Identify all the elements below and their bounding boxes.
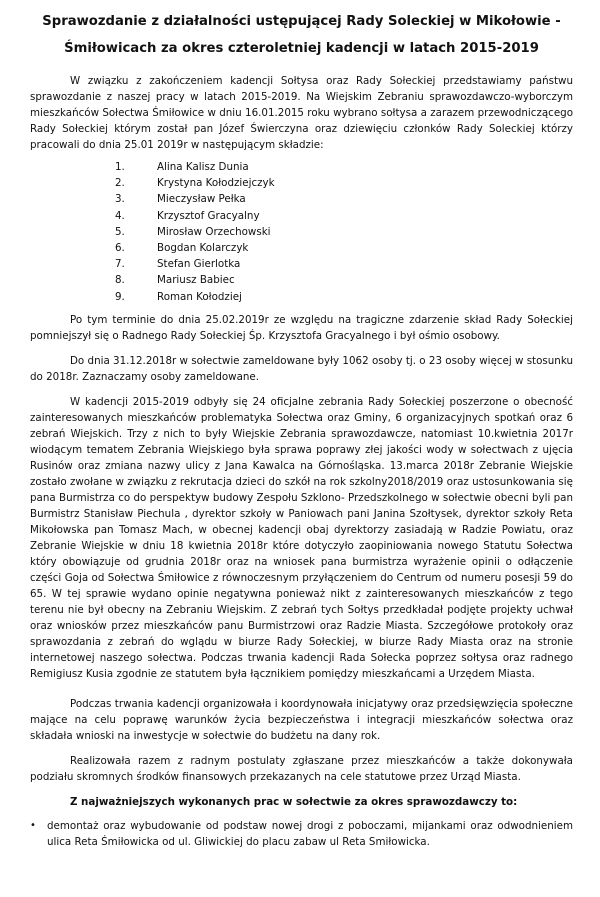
member-number: 2. [115, 177, 125, 190]
title-line-1: Sprawozdanie z działalności ustępującej Rady Soleckiej w Mikołowie - [42, 14, 561, 29]
initiatives-paragraph: Podczas trwania kadencji organizowała i koordynowała inicjatywy oraz przedsięwzięcia społeczne mające na celu poprawę warunków życia bezpieczeństwa i integracji mieszkańców sołectwa oraz składała wnioski na inwestycje w sołectwie do budżetu na dany rok. [30, 697, 573, 742]
member-number: 9. [115, 290, 125, 303]
title-line-2: Śmiłowicach za okres czteroletniej kadencji w latach 2015-2019 [64, 41, 539, 56]
member-number: 4. [115, 209, 125, 222]
member-item [30, 208, 573, 224]
member-item [30, 191, 573, 207]
member-item [30, 272, 573, 288]
works-list [30, 818, 573, 850]
member-number: 3. [115, 193, 125, 206]
member-item [30, 224, 573, 240]
member-item [30, 240, 573, 256]
works-item-text: demontaż oraz wybudowanie od podstaw nowej drogi z poboczami, mijankami oraz odwodnieniem ulica Reta Śmiłowicka od ul. Gliwickiej do placu zabaw ul Reta Smiłowicka. [47, 819, 573, 848]
member-number: 1. [115, 161, 125, 173]
member-name: Krzysztof Gracyalny [157, 209, 260, 222]
member-name: Mirosław Orzechowski [157, 225, 271, 238]
member-item [30, 159, 573, 175]
member-number: 6. [115, 242, 125, 255]
document-page [30, 8, 573, 850]
meetings-paragraph: W kadencji 2015-2019 odbyły się 24 oficjalne zebrania Rady Sołeckiej poszerzone o obecność zainteresowanych mieszkańców problematyka Sołectwa oraz Gminy, 6 organizacyjnych spotkań oraz 6 zebrań Wiejskich. Trzy z nich to były Wiejskie Zebrania sprawozdawcze, natomiast 10.kwietnia 2017r wiodącym tematem Zebrania Wiejskiego była sprawa poprawy złej jakości wody w sołectwach z ujęcia Rusinów oraz zmiana nazwy ulicy z Jana Kawalca na Górnośląska. 13.marca 2018r Zebranie Wiejskie zostało zwołane w związku z rekrutacja dzieci do szkół na rok szkolny2018/2019 oraz ustosunkowania się pana Burmistrza co do perspektyw budowy Zespołu Szklono- Przedszkolnego w sołectwie obecni byli pan Burmistrz Stanisław Piechula , dyrektor szkoły w Paniowach pani Janina Szołtysek, dyrektor szkoły Reta Mikołowska pan Tomasz Mach, w obecnej kadencji obaj dyrektorzy zasiadają w Radzie Powiatu, oraz Zebranie Wiejskie w dniu 18 kwietnia 2018r które dotyczyło zaopiniowania nowego Statutu Sołectwa który obowiązuje od grudnia 2018r oraz na wniosek pana burmistrza wyrażenie opinii o odłączenie części Goja od Sołectwa Śmiłowice z równoczesnym przyłączeniem do Centrum od numeru posesji 59 do 65. W tej sprawie wydano opinie negatywna ponieważ nikt z zainteresowanych mieszkańców z tego terenu nie był obecny na Zebraniu Wiejskim. Z zebrań tych Sołtys przedkładał podjęte projekty uchwał oraz wniosków przez mieszkańców panu Burmistrzowi oraz Radzie Miasta. Szczegółowe protokoły oraz sprawozdania z zebrań do wglądu w biurze Rady Sołeckiej, w biurze Rady Miasta oraz na stronie internetowej naszego sołectwa. Podczas trwania kadencji Rada Sołecka poprzez sołtysa oraz radnego Remigiusz Kusia zgodnie ze statutem była łącznikiem pomiędzy mieszkańcami a Urzędem Miasta. [30, 395, 573, 680]
member-name: Mieczysław Pełka [157, 193, 246, 206]
member-name: Bogdan Kolarczyk [157, 242, 249, 255]
member-name: Mariusz Babiec [157, 274, 235, 287]
member-item [30, 256, 573, 272]
works-heading: Z najważniejszych wykonanych prac w sołectwie za okres sprawozdawczy to: [70, 795, 518, 808]
member-name: Krystyna Kołodziejczyk [157, 177, 275, 190]
member-number: 7. [115, 258, 125, 271]
member-item [30, 175, 573, 191]
member-name: Stefan Gierlotka [157, 258, 241, 271]
member-name: Roman Kołodziej [157, 290, 242, 303]
population-paragraph: Do dnia 31.12.2018r w sołectwie zameldowane były 1062 osoby tj. o 23 osoby więcej w stosunku do 2018r. Zaznaczamy osoby zameldowane. [30, 354, 573, 383]
council-change-paragraph: Po tym terminie do dnia 25.02.2019r ze względu na tragiczne zdarzenie skład Rady Sołeckiej pomniejszył się o Radnego Rady Sołeckiej Śp. Krzysztofa Gracyalnego i był ośmio osobowy. [30, 313, 573, 342]
bullet-marker: • [30, 819, 36, 831]
intro-paragraph: W związku z zakończeniem kadencji Sołtysa oraz Rady Sołeckiej przedstawiamy państwu sprawozdanie z naszej pracy w latach 2015-2019. Na Wiejskim Zebraniu sprawozdawczo-wyborczym mieszkańców Sołectwa Śmiłowice w dniu 16.01.2015 roku wybrano sołtysa a zarazem przewodniczącego Rady Sołeckiej którym został pan Józef Świerczyna oraz dziewięciu członków Rady Soleckiej którzy pracowali do dnia 25.01 2019r w następującym składzie: [30, 75, 573, 151]
member-number: 5. [115, 225, 125, 238]
council-members-list [30, 159, 573, 305]
member-item [30, 289, 573, 305]
member-name: Alina Kalisz Dunia [157, 161, 249, 173]
member-number: 8. [115, 274, 125, 287]
funds-paragraph: Realizowała razem z radnym postulaty zgłaszane przez mieszkańców a także dokonywała podziału skromnych środków finansowych przekazanych na cele statutowe przez Urząd Miasta. [30, 754, 573, 783]
works-list-item [30, 818, 573, 850]
document-title [30, 8, 573, 62]
